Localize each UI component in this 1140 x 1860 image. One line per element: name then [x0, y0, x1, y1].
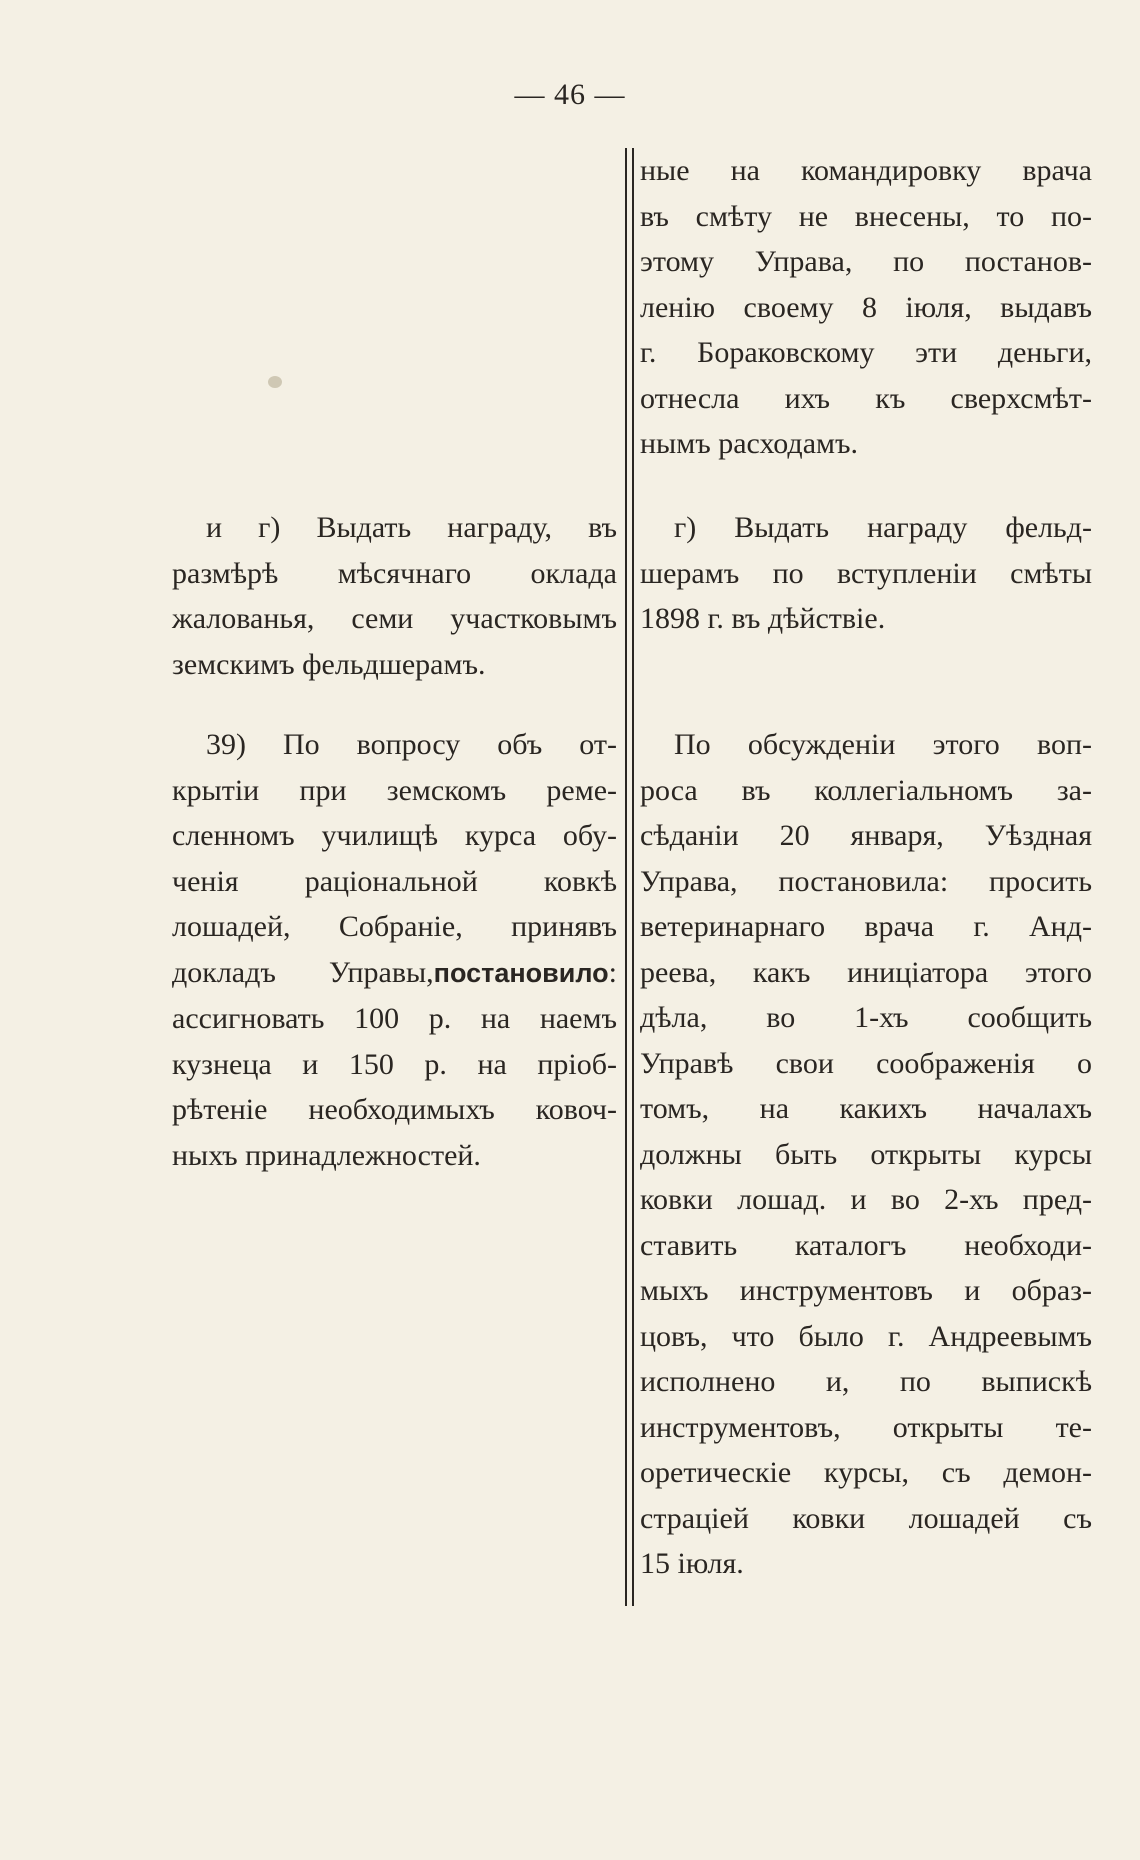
column-divider-right	[632, 148, 634, 1606]
text-line: исполнено и, по выпискѣ	[640, 1365, 1092, 1398]
text-line: ковки лошад. и во 2-хъ пред-	[640, 1183, 1092, 1216]
text-line: должны быть открыты курсы	[640, 1137, 1092, 1171]
text-line: и г) Выдать награду, въ	[206, 511, 617, 544]
text-line: реева, какъ иниціатора этого	[640, 955, 1092, 989]
text-line: земскимъ фельдшерамъ.	[172, 647, 486, 681]
text-line: крытіи при земскомъ реме-	[172, 773, 617, 807]
text-line: лошадей, Собраніе, принявъ	[172, 910, 617, 943]
text-line: Управѣ свои соображенія о	[640, 1046, 1092, 1080]
text-line: г. Бораковскому эти деньги,	[640, 336, 1092, 369]
text-line-resolution	[172, 950, 617, 997]
text-line: г) Выдать награду фельд-	[674, 511, 1092, 544]
text-line: сленномъ училищѣ курса обу-	[172, 819, 617, 852]
text-line: По обсужденіи этого воп-	[674, 728, 1092, 761]
text-line: оретическіе курсы, съ демон-	[640, 1456, 1092, 1489]
text-line: Управа, постановила: просить	[640, 864, 1092, 898]
text-line: ассигновать 100 р. на наемъ	[172, 1002, 617, 1035]
left-paragraph-39	[172, 722, 617, 1178]
text-line: роса въ коллегіальномъ за-	[640, 773, 1092, 807]
resolution-keyword: постановило	[433, 957, 609, 988]
right-paragraph-top	[640, 148, 1092, 467]
column-divider-left	[625, 148, 627, 1606]
text-fragment: :	[608, 955, 617, 989]
text-line: въ смѣту не внесены, то по-	[640, 199, 1092, 233]
text-line: страціей ковки лошадей съ	[640, 1501, 1092, 1535]
text-line: инструментовъ, открыты те-	[640, 1410, 1092, 1444]
text-line: рѣтеніе необходимыхъ ковоч-	[172, 1093, 617, 1126]
right-paragraph-discussion	[640, 722, 1092, 1587]
right-paragraph-g	[640, 505, 1092, 642]
text-line: сѣданіи 20 января, Уѣздная	[640, 819, 1092, 852]
text-line: ченія раціональной ковкѣ	[172, 864, 617, 898]
text-line: ныхъ принадлежностей.	[172, 1138, 481, 1172]
text-line: 39) По вопросу объ от-	[206, 728, 617, 761]
text-fragment: докладъ Управы,	[172, 955, 434, 989]
text-line: размѣрѣ мѣсячнаго оклада	[172, 556, 617, 590]
text-line: 15 іюля.	[640, 1547, 744, 1580]
text-line: нымъ расходамъ.	[640, 427, 859, 460]
text-line: жалованья, семи участковымъ	[172, 602, 617, 635]
page-number: — 46 —	[514, 78, 626, 111]
text-line: кузнеца и 150 р. на пріоб-	[172, 1047, 617, 1081]
text-line: цовъ, что было г. Андреевымъ	[640, 1319, 1092, 1353]
text-line: шерамъ по вступленіи смѣты	[640, 556, 1092, 590]
text-line: дѣла, во 1-хъ сообщить	[640, 1001, 1092, 1034]
text-line: этому Управа, по постанов-	[640, 245, 1092, 278]
text-line: ные на командировку врача	[640, 154, 1092, 187]
paper-speck	[268, 376, 282, 388]
text-line: мыхъ инструментовъ и образ-	[640, 1274, 1092, 1307]
text-line: ленію своему 8 іюля, выдавъ	[640, 290, 1092, 324]
text-line: ставить каталогъ необходи-	[640, 1228, 1092, 1262]
left-paragraph-g	[172, 505, 617, 687]
text-line: томъ, на какихъ началахъ	[640, 1092, 1092, 1125]
text-line: 1898 г. въ дѣйствіе.	[640, 602, 886, 635]
text-line: ветеринарнаго врача г. Анд-	[640, 910, 1092, 943]
text-line: отнесла ихъ къ сверхсмѣт-	[640, 381, 1092, 415]
